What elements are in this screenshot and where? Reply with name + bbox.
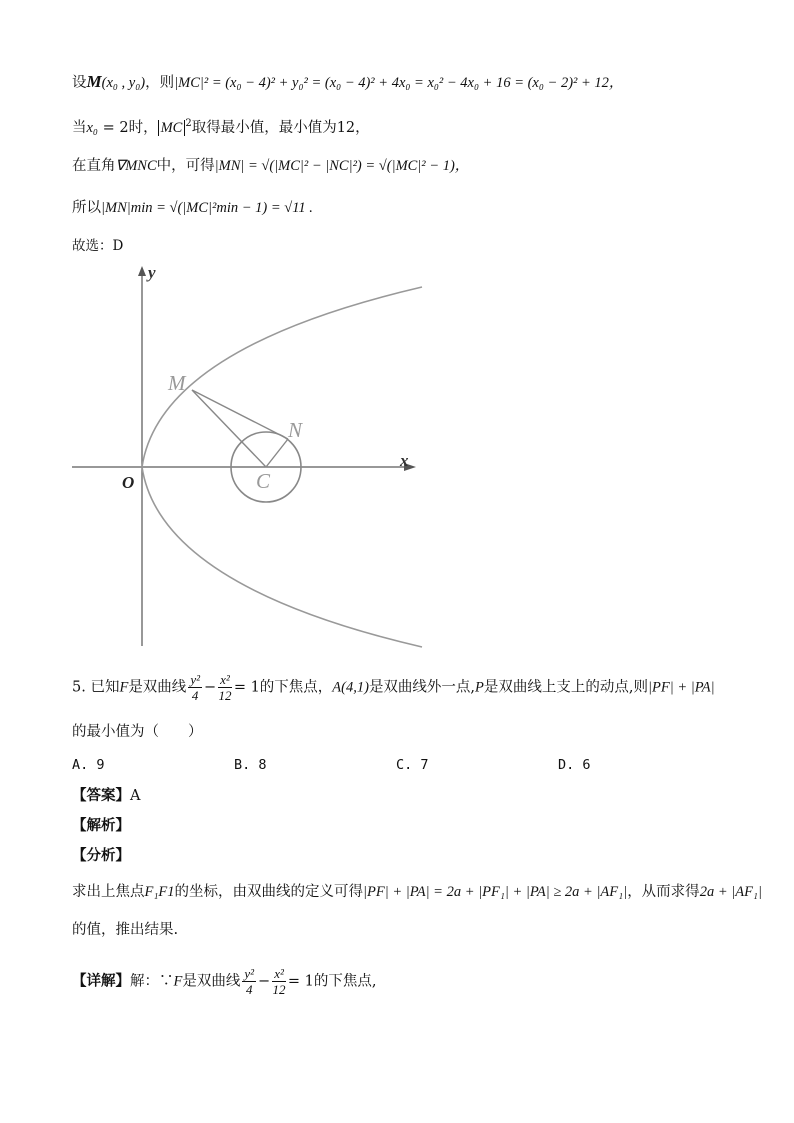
fenxi-line-2: 的值，推出结果. — [72, 922, 179, 938]
solution-line-4: 所以|MN|min = √(|MC|²min − 1) = √11 . — [72, 200, 313, 216]
analysis-tag: 【解析】 — [72, 818, 130, 834]
fenxi-tag: 【分析】 — [72, 848, 130, 864]
label-o: O — [122, 473, 135, 492]
choice-result: 故选：D — [72, 238, 124, 254]
segment-mn — [192, 390, 288, 439]
segment-mc — [192, 390, 266, 467]
mn-expression: |MN| = √(|MC|² − |NC|²) = √(|MC|² − 1)， — [214, 158, 470, 174]
fenxi-line-1: 求出上焦点F₁F1的坐标，由双曲线的定义可得|PF| + |PA| = 2a + |PF₁| + |PA| ≥ 2a + |AF₁|，从而求得2a + |AF₁| — [72, 884, 762, 900]
label-m: M — [168, 371, 186, 395]
solution-line-2: 当x₀ = 2时， MC $^2$取得最小值，最小值为12， — [72, 118, 370, 136]
answer-line: 【答案】A — [72, 788, 141, 804]
detail-line: 【详解】解：∵F是双曲线 $\frac{\text{y²}}{4}$ − $\frac{\text{x²}}{12}$ = 1的下焦点, — [72, 966, 377, 997]
fraction-y2-4: $\frac{\text{y²}}{4}$ — [190, 672, 200, 703]
segment-cn — [266, 439, 288, 467]
point-m: M — [86, 72, 102, 91]
label-y: y — [148, 263, 156, 282]
parabola-figure — [60, 258, 440, 653]
label-c: C — [256, 469, 271, 493]
choice-a: A. 9 — [72, 757, 105, 773]
question-5-line-2: 的最小值为（ ） — [72, 724, 203, 740]
solution-line-1: 设M(x₀ , y₀)，则|MC|² = (x₀ − 4)² + y₀² = (x₀ − 4)² + 4x₀ = x₀² − 4x₀ + 16 = (x₀ − 2)² + 12， — [72, 72, 624, 91]
mn-min-expression: |MN|min = √(|MC|²min − 1) = √11 . — [101, 200, 313, 216]
solution-line-3: 在直角∇MNC中，可得|MN| = √(|MC|² − |NC|²) = √(|MC|² − 1)， — [72, 158, 470, 174]
fraction-x2-12: $\frac{\text{x²}}{12}$ — [218, 672, 232, 703]
choice-b: B. 8 — [234, 757, 267, 773]
label-x: x — [400, 451, 409, 470]
label-n: N — [288, 418, 303, 442]
mc-squared-expression: |MC|² = (x₀ − 4)² + y₀² = (x₀ − 4)² + 4x₀ = x₀² − 4x₀ + 16 = (x₀ − 2)² + 12， — [174, 75, 624, 91]
choice-d: D. 6 — [558, 757, 591, 773]
choice-c: C. 7 — [396, 757, 429, 773]
question-5-line-1: 5. 已知F是双曲线 $\frac{\text{y²}}{4}$ − $\frac{\text{x²}}{12}$ = 1的下焦点，A(4,1)是双曲线外一点,P是双曲线上支上的动点,则|PF| + |PA| — [72, 672, 715, 703]
detail-fraction-x2-12: $\frac{\text{x²}}{12}$ — [272, 966, 286, 997]
detail-fraction-y2-4: $\frac{\text{y²}}{4}$ — [244, 966, 255, 997]
y-axis-arrow — [138, 266, 146, 276]
